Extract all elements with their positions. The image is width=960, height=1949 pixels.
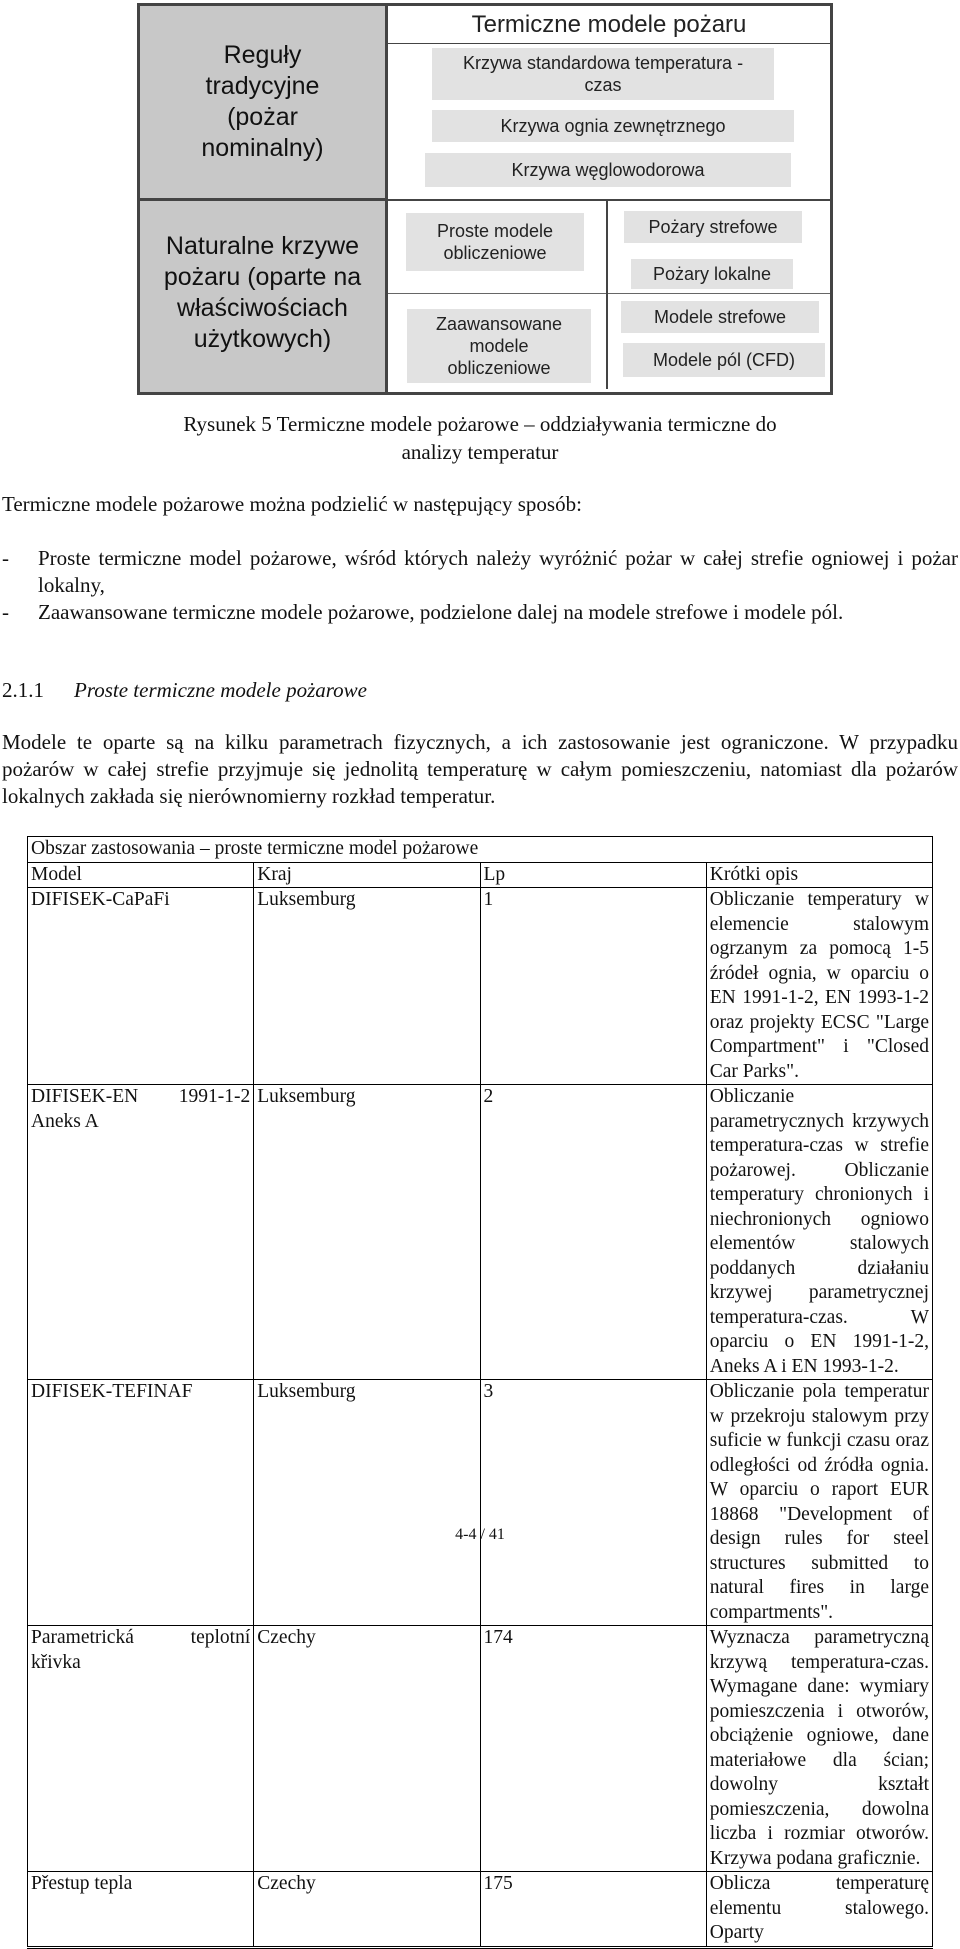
table-row: [28, 1872, 933, 1948]
natural-curves-line: właściwościach: [177, 293, 348, 322]
diagram-connector-line: [608, 293, 830, 294]
cell-lp: 1: [480, 888, 706, 1085]
cell-model: DIFISEK-TEFINAF: [28, 1380, 254, 1626]
standard-curve-line: Krzywa standardowa temperatura -: [462, 53, 744, 73]
table-row: [28, 1380, 933, 1626]
column-header: Kraj: [254, 862, 480, 888]
intro-text: Termiczne modele pożarowe można podzielić w następujący sposób:: [2, 492, 582, 516]
cell-description: Oblicza temperaturę elementu stalowego. Oparty: [706, 1872, 932, 1948]
table-header-row: [28, 862, 933, 888]
cell-model-text: DIFISEK-EN 1991-1-2 Aneks A: [31, 1086, 251, 1132]
simple-models-line: Proste modele: [436, 221, 554, 241]
cell-lp: 175: [480, 1872, 706, 1948]
cell-description: Obliczanie parametrycznych krzywych temperatura-czas w strefie pożarowej. Obliczanie temperatury chronionych i niechronionych ogniowo elementów stalowych poddanych działaniu krzywej parametrycznej temperatura-czas. W oparciu o EN 1991-1-2, Aneks A i EN 1993-1-2.: [706, 1085, 932, 1380]
traditional-rules-line: nominalny): [201, 134, 324, 162]
bullet-item: [2, 599, 958, 626]
cell-lp: 3: [480, 1380, 706, 1626]
traditional-rules-line: Reguły: [223, 41, 302, 69]
column-header: Lp: [480, 862, 706, 888]
cell-model: [28, 1085, 254, 1380]
cell-model: [28, 1626, 254, 1872]
figure-caption-line: analizy temperatur: [401, 440, 559, 464]
body-paragraph: Modele te oparte są na kilku parametrach fizycznych, a ich zastosowanie jest ograniczone. W przypadku pożarów w całej strefie przyjmuje się jednolitą temperaturę w całym pomieszczeniu, natomiast dla pożarów lokalnych zakłada się nierównomierny rozkład temperatur.: [2, 730, 958, 808]
zone-models-box: Modele strefowe: [621, 301, 819, 333]
advanced-models-line: obliczeniowe: [447, 358, 551, 378]
zone-fires-box: Pożary strefowe: [624, 211, 802, 243]
section-heading: [2, 677, 367, 704]
section-title: Proste termiczne modele pożarowe: [74, 678, 367, 702]
simple-models-line: obliczeniowe: [443, 243, 547, 263]
diagram-row-separator: [388, 199, 830, 201]
thermal-models-diagram: [137, 3, 831, 393]
local-fires-box: Pożary lokalne: [631, 259, 793, 289]
cell-description: Obliczanie pola temperatur w przekroju stalowym przy suficie w funkcji czasu oraz odległości od źródła ognia. W oparciu o raport EUR 18868 "Development of design rules for steel structures submitted to natural fires in large compartments".: [706, 1380, 932, 1626]
page-number: 4-4 / 41: [455, 1526, 505, 1543]
table-row: [28, 888, 933, 1085]
cell-model-text: Parametrická teplotní křivka: [31, 1627, 251, 1673]
bullet-dash: -: [2, 600, 9, 624]
advanced-models-box: [407, 309, 591, 383]
bullet-text: Proste termiczne model pożarowe, wśród których należy wyróżnić pożar w całej strefie ogniowej i pożar lokalny,: [38, 546, 958, 597]
standard-curve-box: [432, 48, 774, 100]
traditional-rules-cell: [140, 6, 388, 201]
standard-curve-line: czas: [584, 75, 622, 95]
cell-model: Přestup tepla: [28, 1872, 254, 1948]
section-number: 2.1.1: [2, 678, 44, 702]
traditional-rules-line: (pożar: [227, 103, 298, 131]
cell-lp: 2: [480, 1085, 706, 1380]
cell-country: Luksemburg: [254, 1085, 480, 1380]
column-header: Krótki opis: [706, 862, 932, 888]
cell-country: Luksemburg: [254, 888, 480, 1085]
cell-model: DIFISEK-CaPaFi: [28, 888, 254, 1085]
diagram-connector-line: [388, 293, 606, 294]
diagram-column-separator: [606, 201, 608, 389]
column-header: Model: [28, 862, 254, 888]
bullet-text: Zaawansowane termiczne modele pożarowe, podzielone dalej na modele strefowe i modele pól.: [38, 600, 844, 624]
advanced-models-line: modele: [469, 336, 529, 356]
cell-country: Luksemburg: [254, 1380, 480, 1626]
cell-description: Wyznacza parametryczną krzywą temperatura-czas. Wymagane dane: wymiary pomieszczenia i otworów, obciążenie ogniowe, dane materiałowe dla ścian; dowolny kształt pomieszczenia, dowolna liczba i rozmiar otworów. Krzywa podana graficznie.: [706, 1626, 932, 1872]
bullet-dash: -: [2, 546, 9, 570]
traditional-rules-line: tradycyjne: [205, 72, 320, 100]
hydrocarbon-curve-box: Krzywa węglowodorowa: [425, 153, 791, 187]
natural-curves-line: użytkowych): [193, 324, 332, 353]
external-fire-curve-box: Krzywa ognia zewnętrznego: [432, 110, 794, 142]
bullet-item: [2, 545, 958, 599]
cell-description: Obliczanie temperatury w elemencie stalowym ogrzanym za pomocą 1-5 źródeł ognia, w oparciu o EN 1991-1-2, EN 1993-1-2 oraz projekty ECSC "Large Compartment" i "Closed Car Parks".: [706, 888, 932, 1085]
natural-curves-line: pożaru (oparte na: [163, 262, 362, 291]
table-row: [28, 1626, 933, 1872]
cell-lp: 174: [480, 1626, 706, 1872]
cell-country: Czechy: [254, 1626, 480, 1872]
diagram-title: Termiczne modele pożaru: [388, 6, 830, 44]
advanced-models-line: Zaawansowane: [435, 314, 563, 334]
figure-caption: [0, 410, 960, 466]
cell-country: Czechy: [254, 1872, 480, 1948]
table-caption-row: [28, 837, 933, 863]
models-table: [27, 836, 933, 1949]
natural-curves-line: Naturalne krzywe: [165, 231, 360, 260]
figure-caption-line: Rysunek 5 Termiczne modele pożarowe – oddziaływania termiczne do: [183, 412, 777, 436]
simple-models-box: [406, 213, 584, 271]
cfd-models-box: Modele pól (CFD): [623, 343, 825, 377]
natural-curves-cell: [140, 201, 388, 392]
table-caption: Obszar zastosowania – proste termiczne model pożarowe: [28, 837, 933, 863]
table-row: [28, 1085, 933, 1380]
